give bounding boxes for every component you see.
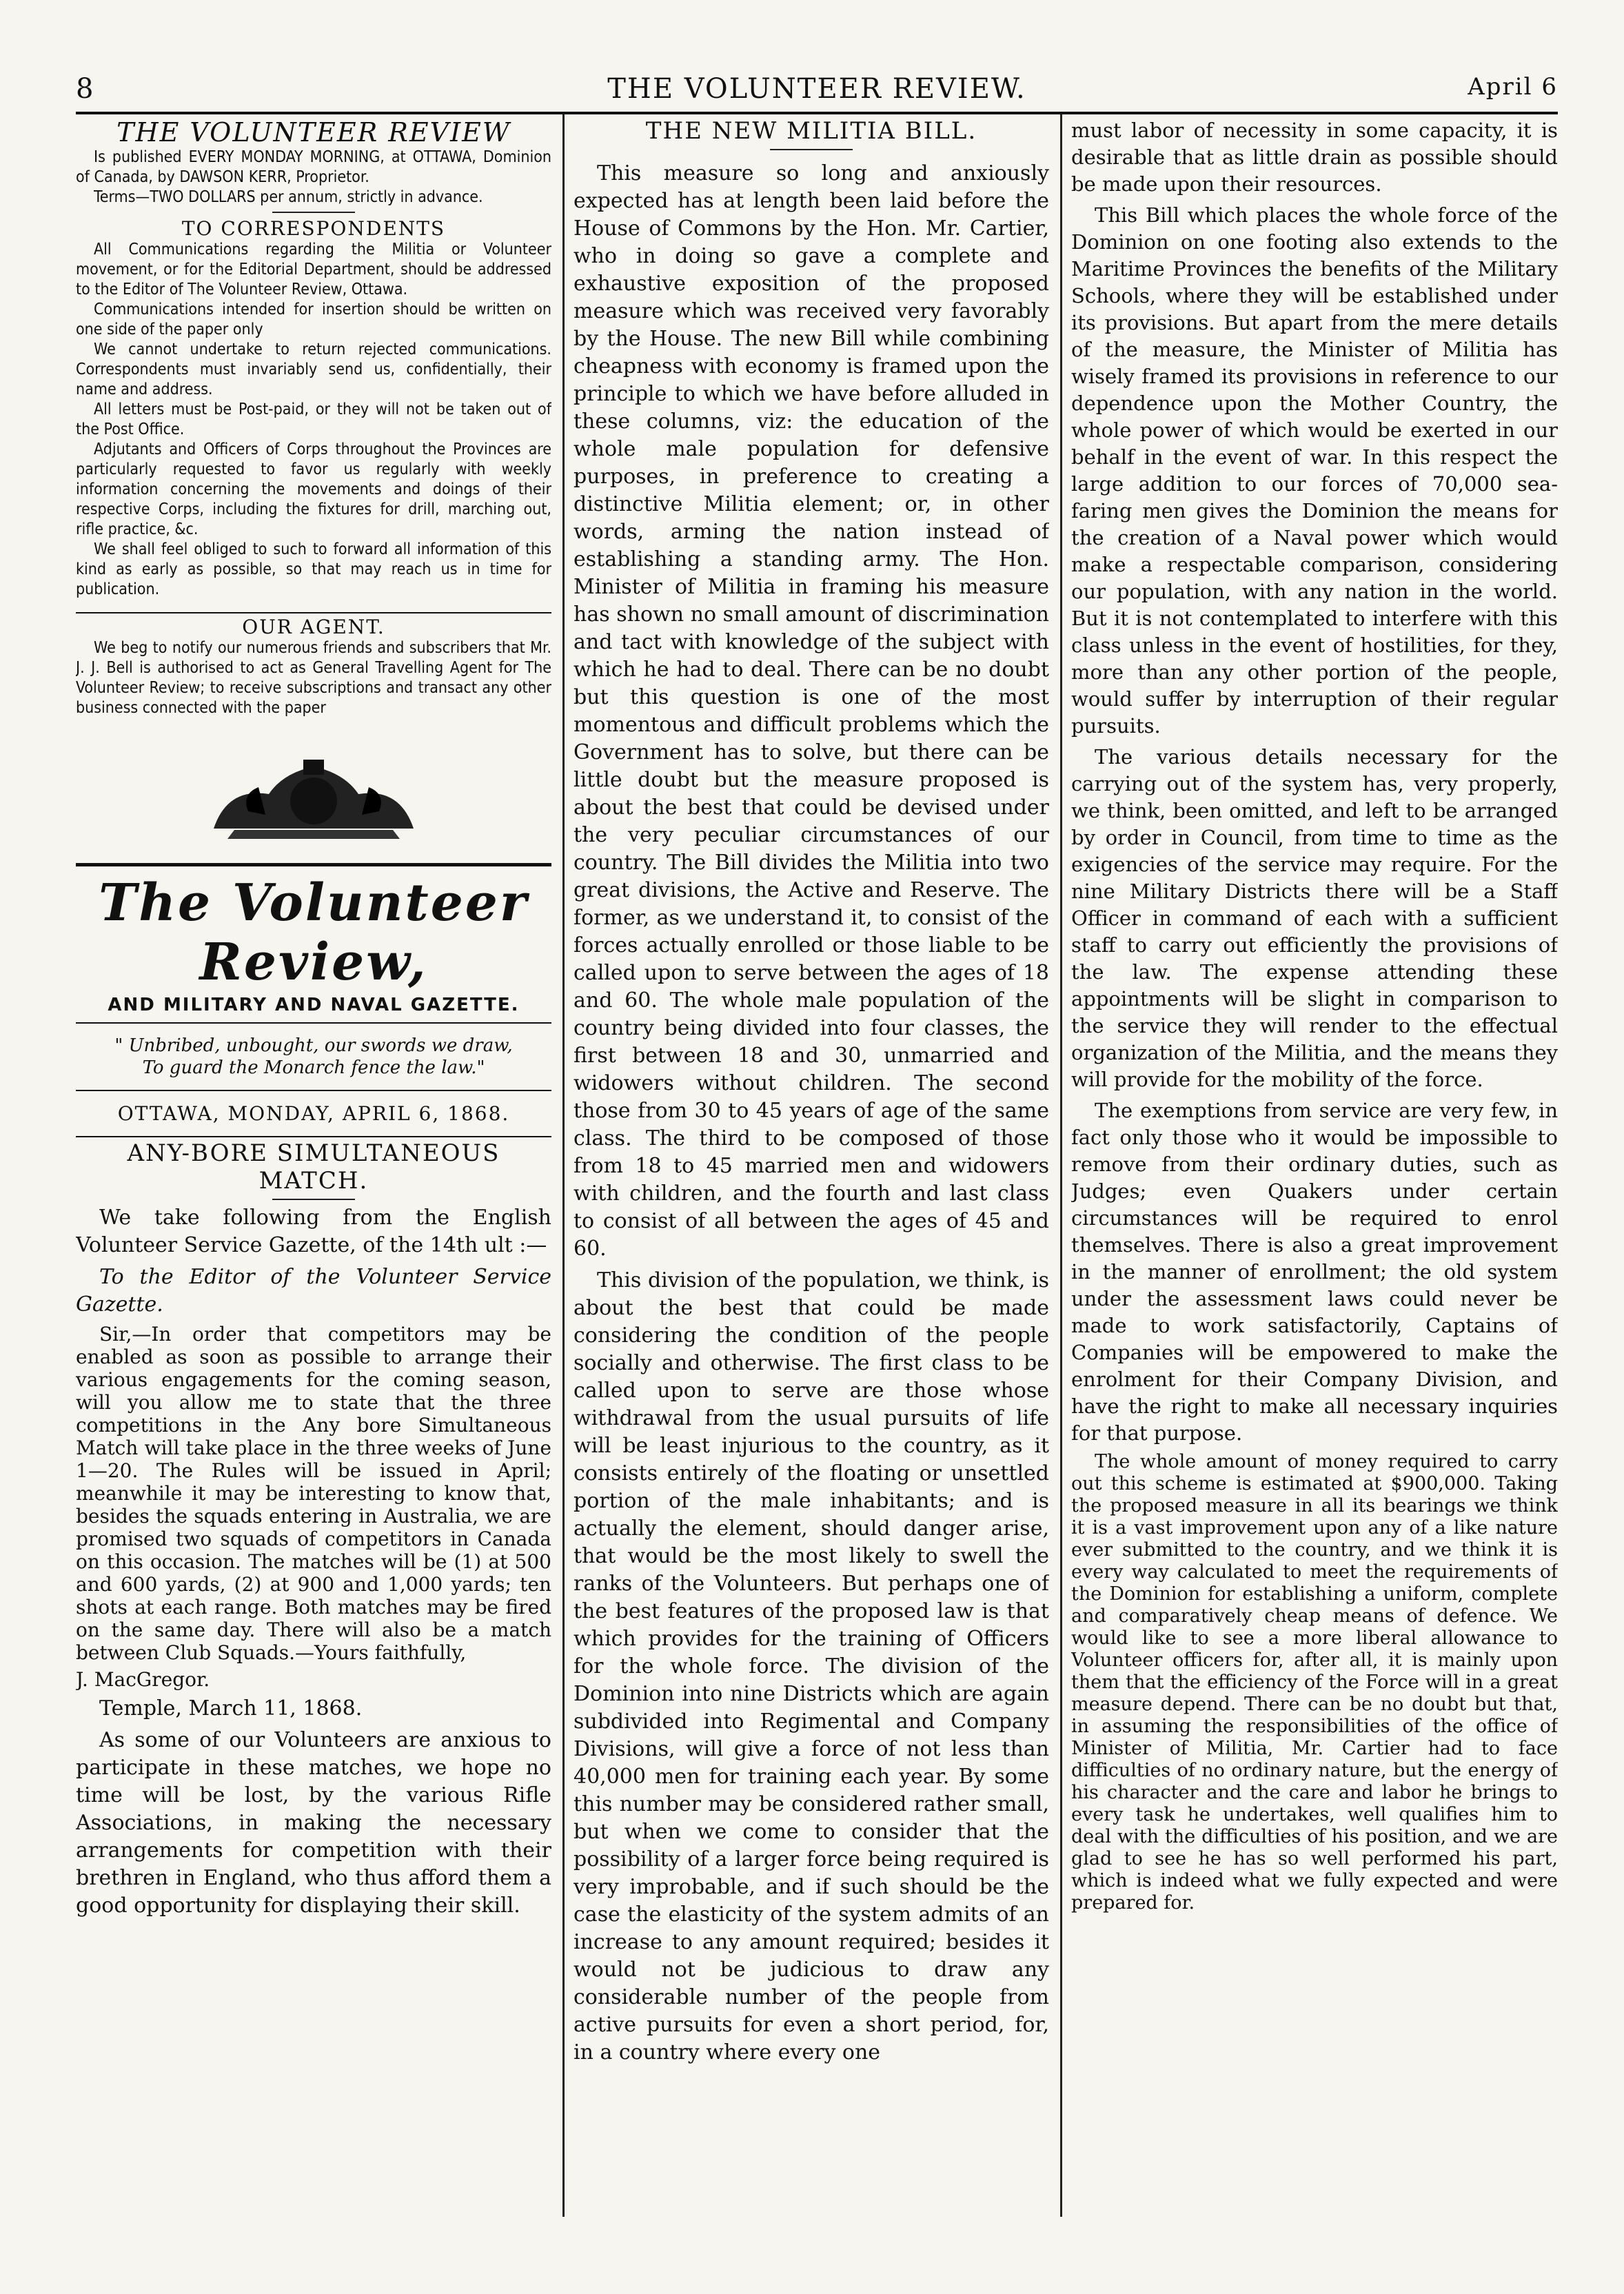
correspondents-heading: TO CORRESPONDENTS	[181, 217, 446, 240]
column-rule-1	[562, 114, 565, 2217]
article-paragraph: must labor of necessity in some capacity, it is desirable that as little drain as possible should be made upon their resources.	[1071, 119, 1558, 196]
title-rule	[76, 1022, 551, 1024]
match-article-end	[76, 1695, 551, 1920]
letter-place: Temple, March 11, 1868.	[99, 1696, 363, 1720]
letter-signature: J. MacGregor.	[76, 1668, 210, 1691]
notice-paragraph: Communications intended for insertion should be written on one side of the paper only	[76, 301, 551, 338]
agent-notice	[76, 638, 551, 718]
match-article	[76, 1204, 551, 1319]
article-paragraph: This Bill which places the whole force of the Dominion on one footing also extends to the Maritime Provinces the benefits of the Military Schools, where they will be established under its provisions. But apart from the mere details of the measure, the Minister of Militia has wisely framed its provisions in reference to our dependence upon the Mother Country, the whole power of which would be exerted in our behalf in the event of war. In this respect the large addition to our forces of 70,000 sea-faring men gives the Dominion the means for the creation of a Naval power which would make a respectable comparison, considering our population, with any nation in the world. But it is not contemplated to interfere with this class unless in the event of hostilities, for they, more than any other portion of the people, would suffer by interruption of their regular pursuits.	[1071, 203, 1558, 738]
page-number: 8	[76, 73, 95, 105]
notice-paragraph: We cannot undertake to return rejected communications. Correspondents must invariably send us, confidentially, their name and address.	[76, 341, 551, 398]
match-intro: We take following from the English Volunteer Service Gazette, of the 14th ult :—	[76, 1206, 551, 1257]
militia-bill-article	[574, 160, 1049, 2067]
section-divider	[272, 212, 355, 213]
masthead-title: THE VOLUNTEER REVIEW	[116, 117, 511, 148]
militia-bill-closing	[1071, 1451, 1558, 1914]
running-date: April 6	[1468, 73, 1558, 101]
dateline-rule	[76, 1136, 551, 1137]
article-paragraph: The exemptions from service are very few, in fact only those who it would be impossible to remove from their ordinary duties, such as Judges; even Quakers under certain circumstances will be required to enrol themselves. There is also a great improvement in the manner of enrollment; the old system under the assessment laws could never be made to work satisfactorily, Captains of Companies will be empowered to make the enrolment for their Company Division, and have the right to make all necessary inquiries for that purpose.	[1071, 1099, 1558, 1445]
header-rule	[76, 112, 1558, 114]
letter	[76, 1323, 551, 1691]
motto-line: " Unbribed, unbought, our swords we draw,	[114, 1035, 513, 1056]
motto-line: To guard the Monarch fence the law."	[142, 1057, 485, 1078]
pub-info-line: Is published EVERY MONDAY MORNING, at OTTAWA, Dominion of Canada, by DAWSON KERR, Proprietor.	[76, 148, 551, 186]
notice-paragraph: All letters must be Post-paid, or they will not be taken out of the Post Office.	[76, 400, 551, 438]
article-paragraph: This measure so long and anxiously expected has at length been laid before the House of Commons by the Hon. Mr. Cartier, who in doing so gave a complete and exhaustive exposition of the proposed measure which was received very favorably by the House. The new Bill while combining cheapness with economy is framed upon the principle to which we have before alluded in these columns, viz: the education of the whole male population for defensive purposes, in preference to creating a distinctive Militia element; or, in other words, arming the nation instead of establishing a standing army. The Hon. Minister of Militia in framing his measure has shown no small amount of discrimination and tact with knowledge of the subject with which he had to deal. There can be no doubt but this question is one of the most momentous and difficult problems which the Government has to solve, but there can be little doubt but the measure proposed is about the best that could be devised under the very peculiar circumstances of our country. The Bill divides the Militia into two great divisions, the Active and Reserve. The former, as we understand it, to consist of the forces actually enrolled or those liable to be called upon to serve between the ages of 18 and 60. The whole male population of the country being divided into four classes, the first between 18 and 30, unmarried and widowers without children. The second those from 30 to 45 years of age of the same class. The third to be composed of those from 18 to 45 married men and widowers with children, and the fourth and last class to consist of all between the ages of 45 and 60.	[574, 161, 1049, 1261]
section-divider	[272, 1199, 355, 1200]
correspondents-notice	[76, 240, 551, 600]
letter-salutation: To the Editor of the Volunteer Service Gazette.	[76, 1265, 551, 1317]
running-title: THE VOLUNTEER REVIEW.	[607, 73, 1026, 105]
letter-body: Sir,—In order that competitors may be enabled as soon as possible to arrange their various engagements for the coming season, will you allow me to state that the three competitions in the Any bore Simultaneous Match will take place in the three weeks of June 1—20. The Rules will be issued in April; meanwhile it may be interesting to know that, besides the squads entering in Australia, we are promised two squads of competitors in Canada on this occasion. The matches will be (1) at 500 and 600 yards, (2) at 900 and 1,000 yards; ten shots at each range. Both matches may be fired on the same day. There will also be a match between Club Squads.—Yours faithfully,	[76, 1323, 551, 1664]
dateline: OTTAWA, MONDAY, APRIL 6, 1868.	[117, 1102, 510, 1125]
motto	[76, 1035, 551, 1079]
running-head	[76, 69, 1558, 110]
column-2	[574, 117, 1049, 2213]
militia-bill-heading: THE NEW MILITIA BILL.	[645, 117, 977, 145]
section-divider	[76, 612, 551, 613]
pub-info-line: Terms—TWO DOLLARS per annum, strictly in advance.	[94, 188, 483, 206]
publication-info	[76, 148, 551, 207]
militia-bill-continued	[1071, 117, 1558, 1447]
notice-paragraph: We shall feel obliged to such to forward all information of this kind as early as possible, so that may reach us in time for publication.	[76, 540, 551, 598]
column-rule-2	[1060, 114, 1062, 2217]
title-rule	[76, 863, 551, 866]
dateline-rule	[76, 1090, 551, 1091]
royal-crest-icon	[200, 746, 427, 849]
agent-heading: OUR AGENT.	[242, 616, 385, 638]
notice-paragraph: Adjutants and Officers of Corps throughout the Provinces are particularly requested to favor us regularly with weekly information concerning the movements and doings of their respective Corps, including the fixtures for drill, marching out, rifle practice, &c.	[76, 440, 551, 538]
agent-paragraph: We beg to notify our numerous friends and subscribers that Mr. J. J. Bell is authorised to act as General Travelling Agent for The Volunteer Review; to receive subscriptions and transact any other business connected with the paper	[76, 639, 551, 717]
section-divider	[770, 149, 853, 150]
match-heading: ANY-BORE SIMULTANEOUS MATCH.	[127, 1139, 500, 1195]
article-paragraph: The various details necessary for the carrying out of the system has, very properly, we think, been omitted, and left to be arranged by order in Council, from time to time as the exigencies of the service may require. For the nine Military Districts there will be a Staff Officer in command of each with a sufficient staff to carry out efficiently the provisions of the law. The expense attending these appointments will be slight in comparison to the service they will render to the effectual organization of the Militia, and the means they will provide for the mobility of the force.	[1071, 745, 1558, 1091]
paper-title: The Volunteer Review,	[99, 873, 529, 992]
article-paragraph: This division of the population, we think, is about the best that could be made considering the condition of the people socially and otherwise. The first class to be called upon to serve are those whose withdrawal from the usual pursuits of life will be least injurious to the country, as it consists entirely of the floating or unsettled portion of the male inhabitants; and is actually the element, should danger arise, that would be the most likely to swell the ranks of the Volunteers. But perhaps one of the best features of the proposed law is that which provides for the training of Officers for the whole force. The division of the Dominion into nine Districts which are again subdivided into Regimental and Company Divisions, will give a force of not less than 40,000 men for training each year. By some this number may be considered rather small, but when we come to consider that the possibility of a larger force being required is very improbable, and if such should be the case the elasticity of the system admits of an increase to any amount required; besides it would not be judicious to draw any considerable number of the people from active pursuits for even a short period, for, in a country where every one	[574, 1268, 1049, 2064]
column-3	[1071, 117, 1558, 2213]
column-1	[76, 117, 551, 2213]
notice-paragraph: All Communications regarding the Militia or Volunteer movement, or for the Editorial Department, should be addressed to the Editor of The Volunteer Review, Ottawa.	[76, 241, 551, 298]
article-paragraph: The whole amount of money required to carry out this scheme is estimated at $900,000. Taking the proposed measure in all its bearings we think it is a vast improvement upon any of a like nature ever submitted to the country, and we think it is every way calculated to meet the requirements of the Dominion for establishing a uniform, complete and comparatively cheap means of defence. We would like to see a more liberal allowance to Volunteer officers for, after all, it is mainly upon them that the efficiency of the Force will in a great measure depend. There can be no doubt but that, in assuming the responsibilities of the office of Minister of Militia, Mr. Cartier had to face difficulties of no ordinary nature, but the energy of his character and the care and labor he brings to every task he undertakes, well qualifies him to deal with the difficulties of his position, and we are glad to see he has so well performed his part, which is indeed what we fully expected and were prepared for.	[1071, 1451, 1558, 1914]
match-closing: As some of our Volunteers are anxious to participate in these matches, we hope no time will be lost, by the various Rifle Associations, in making the necessary arrangements for competition with their brethren in England, who thus afford them a good opportunity for displaying their skill.	[76, 1728, 551, 1918]
paper-subtitle: AND MILITARY AND NAVAL GAZETTE.	[108, 995, 520, 1015]
